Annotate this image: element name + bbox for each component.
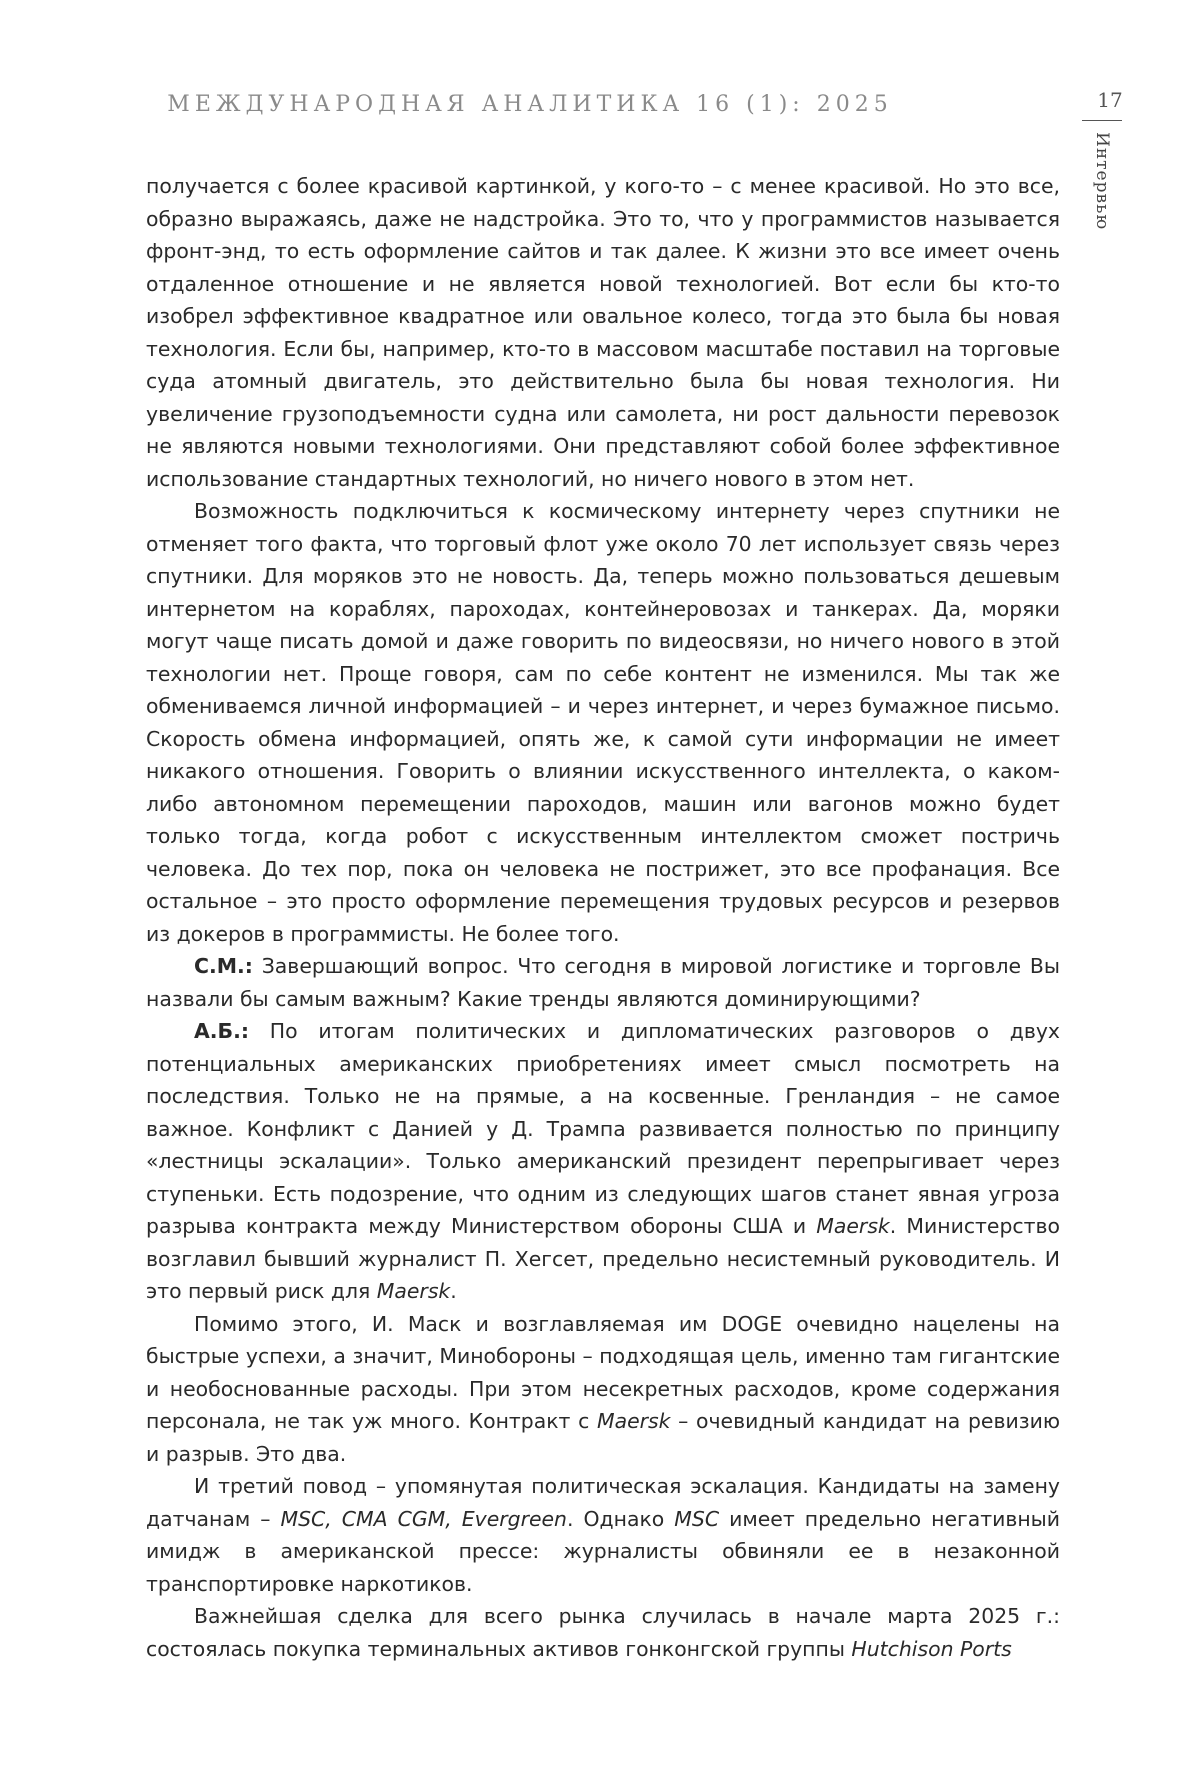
msc-term: MSC <box>674 1506 720 1531</box>
running-head: МЕЖДУНАРОДНАЯ АНАЛИТИКА 16 (1): 2025 <box>167 92 893 117</box>
text-b: – очевидный кандидат на ревизию и разрыв. Это два. <box>146 1409 1060 1466</box>
carriers-term: MSC, CMA CGM, Evergreen <box>280 1506 567 1531</box>
text-a: Важнейшая сделка для всего рынка случилась в начале марта 2025 г.: состоялась покупка терминальных активов гонконгской группы <box>146 1604 1060 1661</box>
text-b: . Однако <box>566 1506 665 1531</box>
answer-text-b: . Министерство возглавил бывший журналист П. Хегсет, предельно несистемный руководитель. И это первый риск для <box>146 1214 1060 1303</box>
speaker-sm: С.М.: <box>194 954 253 978</box>
answer-text-c: . <box>450 1279 457 1303</box>
text-a: И третий повод – упомянутая политическая эскалация. Кандидаты на замену датчанам – <box>146 1474 1060 1531</box>
page-number: 17 <box>1097 88 1123 112</box>
maersk-term: Maersk <box>597 1409 671 1433</box>
paragraph-4 <box>146 1015 1060 1308</box>
maersk-term: Maersk <box>816 1214 890 1238</box>
answer-text-a: По итогам политических и дипломатических разговоров о двух потенциальных американских приобретениях имеет смысл посмотреть на последствия. Только не на прямые, а на косвенные. Гренландия – не самое важное. Конфликт с Данией у Д. Трампа развивается полностью по принципу «лестницы эскалации». Только американский президент перепрыгивает через ступеньки. Есть подозрение, что одним из следующих шагов станет явная угроза разрыва контракта между Министерством обороны США и <box>146 1019 1061 1238</box>
article-body <box>146 170 1060 1665</box>
section-label: Интервью <box>1092 132 1112 231</box>
paragraph-3 <box>146 950 1060 1015</box>
paragraph-2: Возможность подключиться к космическому интернету через спутники не отменяет того факта, что торговый флот уже около 70 лет использует связь через спутники. Для моряков это не новость. Да, теперь можно пользоваться дешевым интернетом на кораблях, пароходах, контейнеровозах и танкерах. Да, моряки могут чаще писать домой и даже говорить по видеосвязи, но ничего нового в этой технологии нет. Проще говоря, сам по себе контент не изменился. Мы так же обмениваемся личной информацией – и через интернет, и через бумажное письмо. Скорость обмена информацией, опять же, к самой сути информации не имеет никакого отношения. Говорить о влиянии искусственного интеллекта, о каком-либо автономном перемещении пароходов, машин или вагонов можно будет только тогда, когда робот с искусственным интеллектом сможет постричь человека. До тех пор, пока он человека не пострижет, это все профанация. Все остальное – это просто оформление перемещения трудовых ресурсов и резервов из докеров в программисты. Не более того. <box>146 499 1060 946</box>
paragraph-6 <box>146 1470 1060 1600</box>
question-text: Завершающий вопрос. Что сегодня в мировой логистике и торговле Вы назвали бы самым важным? Какие тренды являются доминирующими? <box>146 954 1060 1011</box>
speaker-ab: А.Б.: <box>194 1019 249 1043</box>
header-divider <box>1082 120 1122 121</box>
maersk-term: Maersk <box>376 1279 451 1303</box>
paragraph-7 <box>146 1600 1060 1665</box>
text-c: имеет предельно негативный имидж в американской прессе: журналисты обвиняли ее в незаконной транспортировке наркотиков. <box>146 1506 1061 1596</box>
paragraph-5 <box>146 1308 1060 1471</box>
hutchison-term: Hutchison Ports <box>851 1636 1012 1661</box>
text-a: Помимо этого, И. Маск и возглавляемая им DOGE очевидно нацелены на быстрые успехи, а значит, Минобороны – подходящая цель, именно там гигантские и необоснованные расходы. При этом несекретных расходов, кроме содержания персонала, не так уж много. Контракт с <box>146 1311 1060 1433</box>
paragraph-1: получается с более красивой картинкой, у кого-то – с менее красивой. Но это все, образно выражаясь, даже не надстройка. Это то, что у программистов называется фронт-энд, то есть оформление сайтов и так далее. К жизни это все имеет очень отдаленное отношение и не является новой технологией. Вот если бы кто-то изобрел эффективное квадратное или овальное колесо, тогда это была бы новая технология. Если бы, например, кто-то в массовом масштабе поставил на торговые суда атомный двигатель, это действительно была бы новая технология. Ни увеличение грузоподъемности судна или самолета, ни рост дальности перевозок не являются новыми технологиями. Они представляют собой более эффективное использование стандартных технологий, но ничего нового в этом нет. <box>146 174 1060 491</box>
